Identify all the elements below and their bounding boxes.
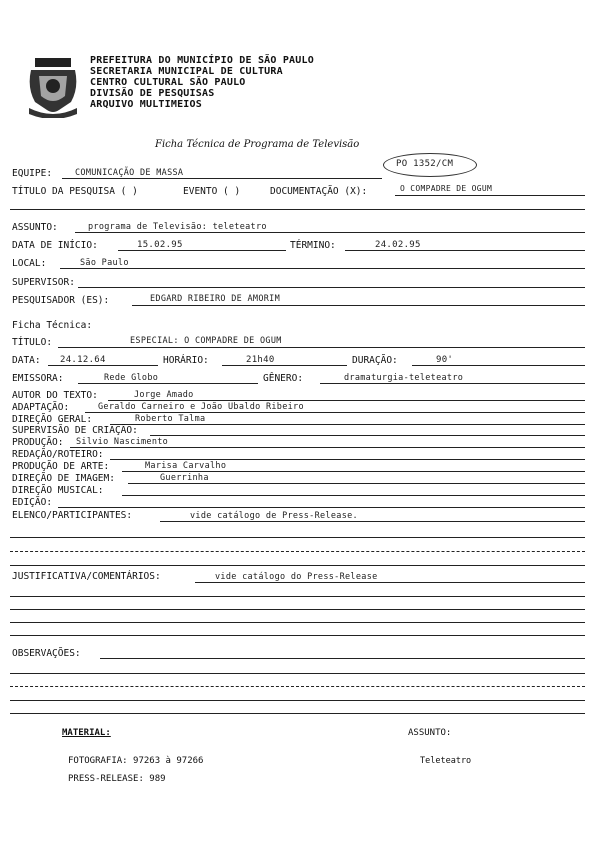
assunto-label: ASSUNTO: (12, 222, 58, 233)
elenco-label: ELENCO/PARTICIPANTES: (12, 510, 133, 521)
local-label: LOCAL: (12, 258, 47, 269)
producao-label: PRODUÇÃO: (12, 437, 64, 448)
observacoes-line (100, 658, 585, 659)
fotografia-text: FOTOGRAFIA: 97263 à 97266 (68, 756, 204, 766)
assunto-line (75, 232, 585, 233)
justificativa-line-2 (10, 596, 585, 597)
data-inicio-line (118, 250, 286, 251)
material-label: MATERIAL: (62, 728, 111, 738)
ficha-section-label: Ficha Técnica: (12, 320, 93, 331)
emissora-label: EMISSORA: (12, 373, 64, 384)
observacoes-line-2 (10, 673, 585, 674)
titulo-value: ESPECIAL: O COMPADRE DE OGUM (130, 336, 282, 346)
pesquisador-line (132, 305, 585, 306)
duracao-label: DURAÇÃO: (352, 355, 398, 366)
press-release-text: PRESS-RELEASE: 989 (68, 774, 166, 784)
equipe-label: EQUIPE: (12, 168, 53, 179)
justificativa-line-5 (10, 635, 585, 636)
data-inicio-value: 15.02.95 (137, 240, 183, 250)
observacoes-label: OBSERVAÇÕES: (12, 648, 81, 659)
termino-value: 24.02.95 (375, 240, 421, 250)
producao-line (70, 447, 585, 448)
city-emblem (29, 58, 77, 118)
direcao-musical-label: DIREÇÃO MUSICAL: (12, 485, 104, 496)
redacao-label: REDAÇÃO/ROTEIRO: (12, 449, 104, 460)
genero-line (320, 383, 585, 384)
direcao-imagem-line (128, 483, 585, 484)
supervisor-line (78, 287, 585, 288)
assunto-value: programa de Televisão: teleteatro (88, 222, 267, 232)
header-line-4: DIVISÃO DE PESQUISAS (90, 88, 215, 99)
edicao-label: EDIÇÃO: (12, 497, 53, 508)
genero-label: GÊNERO: (263, 373, 304, 384)
data-value: 24.12.64 (60, 355, 106, 365)
evento-label: EVENTO ( ) (183, 186, 241, 197)
pesquisador-label: PESQUISADOR (ES): (12, 295, 110, 306)
observacoes-line-3 (10, 686, 585, 687)
local-value: São Paulo (80, 258, 129, 268)
footer-assunto-value: Teleteatro (420, 756, 472, 766)
genero-value: dramaturgia-teleteatro (344, 373, 464, 383)
titulo-pesquisa-label: TÍTULO DA PESQUISA ( ) (12, 186, 138, 197)
justificativa-line (195, 582, 585, 583)
blank-line-2 (10, 551, 585, 552)
supervisor-label: SUPERVISOR: (12, 277, 75, 288)
direcao-geral-label: DIREÇÃO GERAL: (12, 414, 93, 425)
autor-line (108, 400, 585, 401)
local-line (60, 268, 585, 269)
autor-label: AUTOR DO TEXTO: (12, 390, 98, 401)
footer-assunto-label: ASSUNTO: (408, 728, 452, 738)
justificativa-line-4 (10, 622, 585, 623)
justificativa-line-3 (10, 609, 585, 610)
adaptacao-line (85, 412, 585, 413)
redacao-line (110, 459, 585, 460)
pesquisador-value: EDGARD RIBEIRO DE AMORIM (150, 294, 281, 304)
header-line-2: SECRETARIA MUNICIPAL DE CULTURA (90, 66, 283, 77)
stamp-code: PO 1352/CM (396, 159, 454, 169)
equipe-line (62, 178, 382, 179)
direcao-geral-value: Roberto Talma (135, 414, 206, 424)
blank-line-3 (10, 565, 585, 566)
data-line (48, 365, 158, 366)
producao-value: Silvio Nascimento (76, 437, 169, 447)
duracao-value: 90' (436, 355, 454, 365)
documentacao-value: O COMPADRE DE OGUM (400, 184, 493, 193)
producao-arte-line (122, 471, 585, 472)
justificativa-value: vide catálogo do Press-Release (215, 572, 378, 582)
termino-line (345, 250, 585, 251)
producao-arte-value: Marisa Carvalho (145, 461, 227, 471)
duracao-line (412, 365, 585, 366)
observacoes-line-4 (10, 700, 585, 701)
producao-arte-label: PRODUÇÃO DE ARTE: (12, 461, 110, 472)
justificativa-label: JUSTIFICATIVA/COMENTÁRIOS: (12, 571, 161, 582)
elenco-line (160, 521, 585, 522)
documentacao-label: DOCUMENTAÇÃO (X): (270, 186, 368, 197)
titulo-label: TÍTULO: (12, 337, 53, 348)
supervisao-line (150, 435, 585, 436)
emissora-line (78, 383, 258, 384)
equipe-value: COMUNICAÇÃO DE MASSA (75, 168, 184, 178)
horario-label: HORÁRIO: (163, 355, 209, 366)
header-line-5: ARQUIVO MULTIMEIOS (90, 99, 202, 110)
direcao-musical-line (122, 495, 585, 496)
supervisao-label: SUPERVISÃO DE CRIAÇÃO: (12, 425, 138, 436)
emissora-value: Rede Globo (104, 373, 159, 383)
autor-value: Jorge Amado (134, 390, 194, 400)
elenco-value: vide catálogo de Press-Release. (190, 511, 358, 521)
documentacao-line (395, 195, 585, 196)
form-title: Ficha Técnica de Programa de Televisão (155, 139, 360, 150)
adaptacao-value: Geraldo Carneiro e João Ubaldo Ribeiro (98, 402, 304, 412)
direcao-imagem-label: DIREÇÃO DE IMAGEM: (12, 473, 115, 484)
header-line-1: PREFEITURA DO MUNICÍPIO DE SÃO PAULO (90, 55, 314, 66)
edicao-line (58, 507, 585, 508)
termino-label: TÉRMINO: (290, 240, 336, 251)
blank-line-1 (10, 537, 585, 538)
titulo-line (58, 347, 585, 348)
separator-line-1 (10, 209, 585, 210)
data-inicio-label: DATA DE INÍCIO: (12, 240, 98, 251)
data-label: DATA: (12, 355, 41, 366)
direcao-geral-line (110, 424, 585, 425)
direcao-imagem-value: Guerrinha (160, 473, 209, 483)
horario-value: 21h40 (246, 355, 275, 365)
observacoes-line-5 (10, 713, 585, 714)
header-line-3: CENTRO CULTURAL SÃO PAULO (90, 77, 246, 88)
adaptacao-label: ADAPTAÇÃO: (12, 402, 70, 413)
horario-line (222, 365, 347, 366)
